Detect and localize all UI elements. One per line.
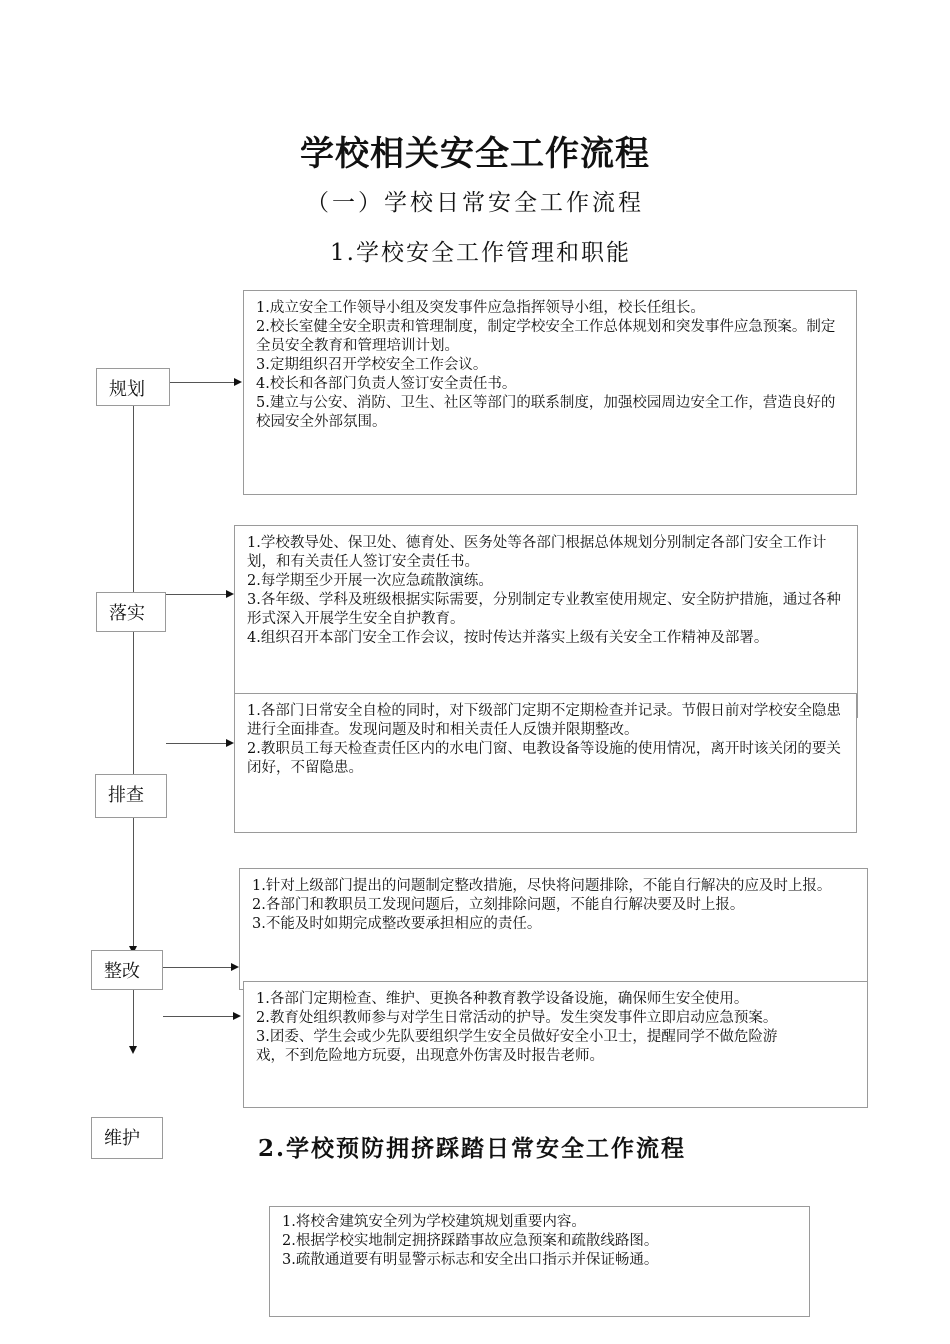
flow-connector-line — [133, 818, 134, 950]
maintain-item: 3.团委、学生会或少先队要组织学生安全员做好安全小卫士，提醒同学不做危险游 — [256, 1029, 778, 1045]
flow-arrow-line — [163, 1016, 233, 1017]
rectify-detail-box — [239, 868, 868, 990]
plan-item: 5.建立与公安、消防、卫生、社区等部门的联系制度，加强校园周边安全工作，营造良好的校园安全外部氛围。 — [256, 395, 836, 430]
maintain-item: 2.教育处组织教师参与对学生日常活动的护导。发生突发事件立即启动应急预案。 — [256, 1010, 778, 1026]
plan-detail-box — [243, 290, 857, 495]
implement-item: 2.每学期至少开展一次应急疏散演练。 — [247, 573, 493, 589]
rectify-item: 2.各部门和教职员工发现问题后，立刻排除问题，不能自行解决要及时上报。 — [252, 897, 745, 913]
right-arrow-icon — [233, 1012, 241, 1020]
flow-connector-line — [133, 632, 134, 774]
plan-item: 1.成立安全工作领导小组及突发事件应急指挥领导小组，校长任组长。 — [256, 300, 705, 316]
implement-detail-box — [234, 525, 858, 718]
maintain-item: 1.各部门定期检查、维护、更换各种教育教学设备设施，确保师生安全使用。 — [256, 991, 749, 1007]
implement-item: 3.各年级、学科及班级根据实际需要，分别制定专业教室使用规定、安全防护措施，通过各种形式深入开展学生安全自护教育。 — [247, 592, 841, 627]
flow-arrow-line — [166, 743, 226, 744]
plan-item: 4.校长和各部门负责人签订安全责任书。 — [256, 376, 517, 392]
implement-item: 4.组织召开本部门安全工作会议，按时传达并落实上级有关安全工作精神及部署。 — [247, 630, 769, 646]
stage-rectify: 整改 — [91, 950, 163, 990]
flow-arrow-line — [166, 594, 226, 595]
right-arrow-icon — [234, 378, 242, 386]
maintain-item: 戏，不到危险地方玩耍，出现意外伤害及时报告老师。 — [256, 1048, 604, 1064]
page-subtitle: （一）学校日常安全工作流程 — [306, 190, 644, 216]
down-arrow-icon — [129, 1046, 137, 1054]
right-arrow-icon — [226, 590, 234, 598]
flow-arrow-line — [170, 382, 234, 383]
stampede-prevention-box — [269, 1206, 810, 1317]
stage-inspect: 排查 — [95, 774, 167, 818]
inspect-item: 1.各部门日常安全自检的同时，对下级部门定期不定期检查并记录。节假日前对学校安全隐患进行全面排查。发现问题及时和相关责任人反馈并限期整改。 — [247, 703, 841, 738]
right-arrow-icon — [231, 963, 239, 971]
stage-maintain: 维护 — [91, 1117, 163, 1159]
inspect-detail-box — [234, 693, 857, 833]
stampede-item: 1.将校舍建筑安全列为学校建筑规划重要内容。 — [282, 1214, 586, 1230]
page-title: 学校相关安全工作流程 — [300, 134, 650, 174]
maintain-detail-box — [243, 981, 868, 1108]
stampede-item: 2.根据学校实地制定拥挤踩踏事故应急预案和疏散线路图。 — [282, 1233, 659, 1249]
stampede-item: 3.疏散通道要有明显警示标志和安全出口指示并保证畅通。 — [282, 1252, 659, 1268]
flow-connector-line — [133, 406, 134, 592]
inspect-item: 2.教职员工每天检查责任区内的水电门窗、电教设备等设施的使用情况，离开时该关闭的要关闭好，不留隐患。 — [247, 741, 841, 776]
stage-plan: 规划 — [96, 368, 170, 406]
stage-implement: 落实 — [96, 592, 166, 632]
implement-item: 1.学校教导处、保卫处、德育处、医务处等各部门根据总体规划分别制定各部门安全工作计划，和有关责任人签订安全责任书。 — [247, 535, 827, 570]
section-2-heading: 2.学校预防拥挤踩踏日常安全工作流程 — [258, 1135, 687, 1162]
rectify-item: 3.不能及时如期完成整改要承担相应的责任。 — [252, 916, 542, 932]
plan-item: 3.定期组织召开学校安全工作会议。 — [256, 357, 488, 373]
rectify-item: 1.针对上级部门提出的问题制定整改措施，尽快将问题排除，不能自行解决的应及时上报。 — [252, 878, 832, 894]
flow-arrow-line — [163, 967, 231, 968]
plan-item: 2.校长室健全安全职责和管理制度，制定学校安全工作总体规划和突发事件应急预案。制定全员安全教育和管理培训计划。 — [256, 319, 836, 354]
section-1-heading: 1.学校安全工作管理和职能 — [330, 240, 631, 266]
right-arrow-icon — [226, 739, 234, 747]
flow-connector-line — [133, 990, 134, 1046]
